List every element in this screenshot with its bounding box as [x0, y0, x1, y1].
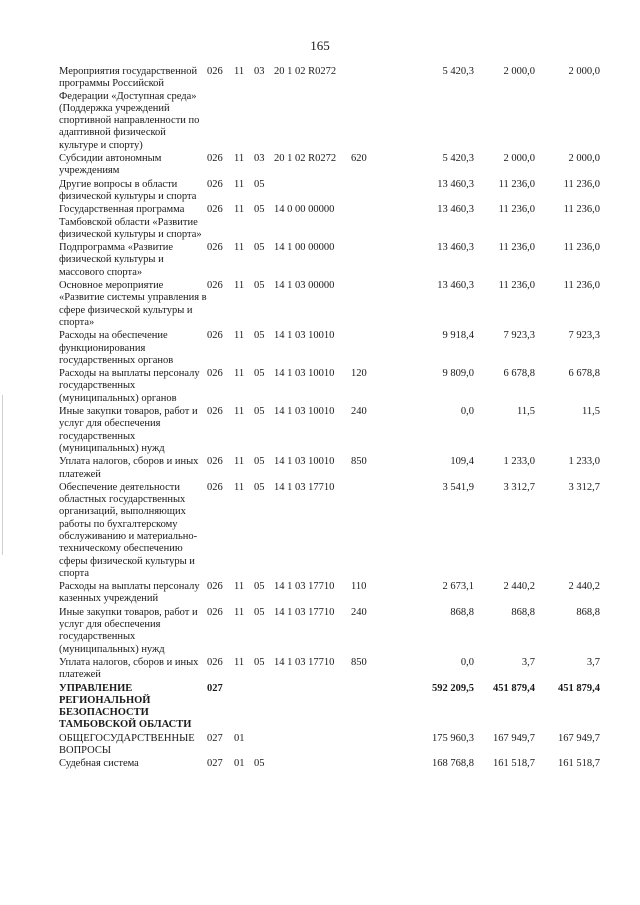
table-row: [59, 280, 600, 329]
subsection-code: 05: [254, 242, 265, 254]
expense-type-code: 120: [351, 368, 367, 380]
ved-code: 026: [207, 606, 223, 618]
row-name: Уплата налогов, сборов и иных платежей: [59, 456, 199, 480]
expense-type-code: 110: [351, 581, 367, 593]
section-code: 11: [234, 280, 245, 292]
amount-year-2: 11 236,0: [498, 280, 535, 292]
subsection-code: 05: [254, 456, 265, 468]
expense-type-code: 850: [351, 656, 367, 668]
ved-code: 026: [207, 153, 223, 165]
expense-type-code: 850: [351, 456, 367, 468]
section-code: 11: [234, 330, 245, 342]
subsection-code: 05: [254, 280, 265, 292]
row-name: Судебная система: [59, 758, 139, 770]
amount-year-3: 451 879,4: [558, 682, 600, 694]
section-code: 11: [234, 406, 245, 418]
amount-year-3: 6 678,8: [568, 368, 600, 380]
amount-year-1: 9 809,0: [442, 368, 474, 380]
row-name: Иные закупки товаров, работ и услуг для обеспечения государственных (муниципальных) нужд: [59, 406, 198, 454]
row-name: Уплата налогов, сборов и иных платежей: [59, 656, 199, 681]
amount-year-1: 109,4: [450, 456, 474, 468]
ved-code: 026: [207, 656, 223, 668]
table-row: [59, 581, 600, 606]
target-article-code: 14 1 03 17710: [274, 581, 335, 593]
row-name: ОБЩЕГОСУДАРСТВЕННЫЕ ВОПРОСЫ: [59, 732, 195, 757]
table-row: [59, 607, 600, 656]
page-number: 165: [310, 38, 330, 53]
row-name: Обеспечение деятельности областных государственных организаций, выполняющих работы по бухгалтерскому обслуживанию и материально-техническому обеспечению сферы физической культуры и спорта: [59, 481, 198, 579]
section-code: 11: [234, 204, 245, 216]
table-row: [59, 66, 600, 152]
row-name: Иные закупки товаров, работ и услуг для обеспечения государственных (муниципальных) нужд: [59, 606, 198, 655]
row-name: Субсидии автономным учреждениям: [59, 153, 162, 177]
subsection-code: 05: [254, 481, 265, 493]
table-row: [59, 406, 600, 455]
ved-code: 026: [207, 406, 223, 418]
subsection-code: 05: [254, 204, 265, 216]
amount-year-3: 2 000,0: [568, 153, 600, 165]
ved-code: 027: [207, 758, 223, 770]
row-name: Другие вопросы в области физической культуры и спорта: [59, 178, 197, 202]
amount-year-3: 3 312,7: [568, 481, 600, 493]
amount-year-2: 6 678,8: [503, 368, 535, 380]
amount-year-2: 11 236,0: [498, 242, 535, 254]
target-article-code: 14 0 00 00000: [274, 204, 335, 216]
row-name: Государственная программа Тамбовской области «Развитие физической культуры и спорта»: [59, 204, 202, 240]
expense-type-code: 620: [351, 153, 367, 165]
amount-year-1: 0,0: [460, 406, 474, 418]
amount-year-3: 7 923,3: [568, 330, 600, 342]
expense-type-code: 240: [351, 606, 367, 618]
table-row: [59, 657, 600, 682]
amount-year-2: 11 236,0: [498, 178, 535, 190]
ved-code: 026: [207, 456, 223, 468]
amount-year-1: 0,0: [460, 656, 474, 668]
amount-year-2: 1 233,0: [503, 456, 535, 468]
section-code: 11: [234, 481, 245, 493]
amount-year-2: 2 440,2: [503, 581, 535, 593]
table-row: [59, 153, 600, 178]
table-row: [59, 242, 600, 279]
table-row: [59, 683, 600, 732]
section-code: 11: [234, 242, 245, 254]
amount-year-3: 2 000,0: [568, 66, 600, 77]
budget-table: [59, 66, 600, 772]
ved-code: 027: [207, 732, 223, 744]
amount-year-2: 451 879,4: [493, 682, 535, 694]
amount-year-2: 167 949,7: [493, 732, 535, 744]
row-name: Расходы на выплаты персоналу государственных (муниципальных) органов: [59, 368, 200, 404]
subsection-code: 05: [254, 368, 265, 380]
target-article-code: 14 1 00 00000: [274, 242, 335, 254]
subsection-code: 05: [254, 758, 265, 770]
row-name: Расходы на выплаты персоналу казенных учреждений: [59, 581, 200, 605]
amount-year-1: 9 918,4: [442, 330, 474, 342]
row-name: Основное мероприятие «Развитие системы управления в сфере физической культуры и спорта»: [59, 280, 207, 328]
amount-year-1: 5 420,3: [442, 153, 474, 165]
amount-year-3: 11 236,0: [563, 178, 600, 190]
amount-year-3: 11 236,0: [563, 242, 600, 254]
amount-year-2: 3,7: [521, 656, 535, 668]
amount-year-2: 161 518,7: [493, 758, 535, 770]
table-row: [59, 330, 600, 367]
ved-code: 026: [207, 581, 223, 593]
target-article-code: 14 1 03 10010: [274, 368, 335, 380]
target-article-code: 14 1 03 10010: [274, 456, 335, 468]
amount-year-1: 2 673,1: [442, 581, 474, 593]
row-name: УПРАВЛЕНИЕ РЕГИОНАЛЬНОЙ БЕЗОПАСНОСТИ ТАМБОВСКОЙ ОБЛАСТИ: [59, 682, 192, 731]
ved-code: 027: [207, 682, 223, 694]
subsection-code: 03: [254, 66, 265, 77]
target-article-code: 14 1 03 10010: [274, 406, 335, 418]
amount-year-3: 3,7: [586, 656, 600, 668]
amount-year-3: 11 236,0: [563, 204, 600, 216]
table-row: [59, 482, 600, 580]
amount-year-1: 13 460,3: [437, 204, 474, 216]
row-name: Расходы на обеспечение функционирования государственных органов: [59, 330, 174, 366]
amount-year-2: 11 236,0: [498, 204, 535, 216]
amount-year-2: 11,5: [517, 406, 535, 418]
section-code: 11: [234, 456, 245, 468]
amount-year-1: 5 420,3: [442, 66, 474, 77]
amount-year-1: 13 460,3: [437, 242, 474, 254]
table-row: [59, 179, 600, 204]
ved-code: 026: [207, 66, 223, 77]
section-code: 11: [234, 178, 245, 190]
amount-year-2: 7 923,3: [503, 330, 535, 342]
amount-year-1: 592 209,5: [432, 682, 474, 694]
subsection-code: 05: [254, 406, 265, 418]
ved-code: 026: [207, 204, 223, 216]
amount-year-2: 3 312,7: [503, 481, 535, 493]
amount-year-1: 13 460,3: [437, 280, 474, 292]
amount-year-3: 2 440,2: [568, 581, 600, 593]
amount-year-3: 1 233,0: [568, 456, 600, 468]
amount-year-2: 2 000,0: [503, 66, 535, 77]
table-row: [59, 204, 600, 241]
section-code: 11: [234, 66, 245, 77]
table-row: [59, 733, 600, 758]
table-row: [59, 456, 600, 481]
amount-year-3: 868,8: [576, 606, 600, 618]
amount-year-1: 868,8: [450, 606, 474, 618]
section-code: 11: [234, 153, 245, 165]
section-code: 11: [234, 656, 245, 668]
amount-year-3: 11 236,0: [563, 280, 600, 292]
ved-code: 026: [207, 330, 223, 342]
target-article-code: 14 1 03 00000: [274, 280, 335, 292]
amount-year-2: 2 000,0: [503, 153, 535, 165]
subsection-code: 03: [254, 153, 265, 165]
target-article-code: 20 1 02 R0272: [274, 66, 337, 77]
subsection-code: 05: [254, 656, 265, 668]
ved-code: 026: [207, 481, 223, 493]
amount-year-1: 168 768,8: [432, 758, 474, 770]
target-article-code: 14 1 03 17710: [274, 656, 335, 668]
amount-year-3: 167 949,7: [558, 732, 600, 744]
expense-type-code: 240: [351, 406, 367, 418]
target-article-code: 14 1 03 10010: [274, 330, 335, 342]
target-article-code: 14 1 03 17710: [274, 481, 335, 493]
ved-code: 026: [207, 242, 223, 254]
subsection-code: 05: [254, 606, 265, 618]
table-row: [59, 368, 600, 405]
amount-year-3: 11,5: [582, 406, 600, 418]
amount-year-1: 13 460,3: [437, 178, 474, 190]
ved-code: 026: [207, 178, 223, 190]
ved-code: 026: [207, 280, 223, 292]
ved-code: 026: [207, 368, 223, 380]
table-row: [59, 758, 600, 770]
section-code: 11: [234, 368, 245, 380]
subsection-code: 05: [254, 330, 265, 342]
section-code: 01: [234, 758, 245, 770]
section-code: 01: [234, 732, 245, 744]
row-name: Подпрограмма «Развитие физической культуры и массового спорта»: [59, 242, 174, 278]
subsection-code: 05: [254, 581, 265, 593]
section-code: 11: [234, 581, 245, 593]
subsection-code: 05: [254, 178, 265, 190]
amount-year-2: 868,8: [511, 606, 535, 618]
target-article-code: 20 1 02 R0272: [274, 153, 337, 165]
amount-year-1: 3 541,9: [442, 481, 474, 493]
section-code: 11: [234, 606, 245, 618]
amount-year-1: 175 960,3: [432, 732, 474, 744]
margin-mark: [2, 395, 3, 555]
row-name: Мероприятия государственной программы Российской Федерации «Доступная среда» (Поддержка учреждений спортивной направленности по адаптивной физической культуре и спорту): [59, 66, 200, 151]
amount-year-3: 161 518,7: [558, 758, 600, 770]
target-article-code: 14 1 03 17710: [274, 606, 335, 618]
